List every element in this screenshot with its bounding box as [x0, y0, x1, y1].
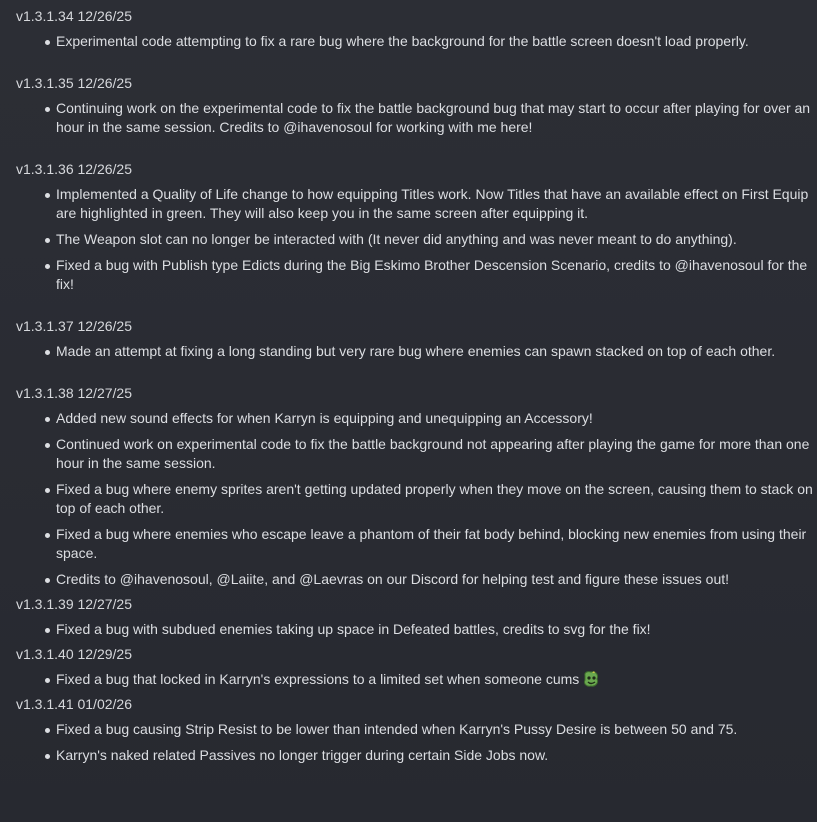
version-section: [16, 317, 817, 361]
list-item: [16, 32, 817, 51]
list-item: [16, 525, 817, 563]
list-item: [16, 746, 817, 765]
list-item: [16, 570, 817, 589]
version-heading: v1.3.1.34 12/26/25: [16, 8, 132, 24]
entry-list: [16, 620, 817, 639]
bullet-icon: [45, 578, 50, 583]
entry-text: Added new sound effects for when Karryn is equipping and unequipping an Accessory!: [56, 410, 593, 426]
bullet-icon: [45, 533, 50, 538]
list-item: [16, 342, 817, 361]
version-section: [16, 695, 817, 765]
version-heading: v1.3.1.35 12/26/25: [16, 75, 132, 91]
entry-text: Fixed a bug with subdued enemies taking up space in Defeated battles, credits to svg for the fix!: [56, 621, 651, 637]
bullet-icon: [45, 628, 50, 633]
entry-text: Made an attempt at fixing a long standing but very rare bug where enemies can spawn stacked on top of each other.: [56, 343, 776, 359]
version-section: [16, 384, 817, 589]
version-heading: v1.3.1.41 01/02/26: [16, 696, 132, 712]
entry-text: Fixed a bug where enemies who escape leave a phantom of their fat body behind, blocking new enemies from using their space.: [56, 526, 807, 561]
entry-text: Fixed a bug with Publish type Edicts during the Big Eskimo Brother Descension Scenario, credits to @ihavenosoul for the fix!: [56, 257, 808, 292]
entry-text: Karryn's naked related Passives no longer trigger during certain Side Jobs now.: [56, 747, 549, 763]
entry-list: [16, 185, 817, 294]
list-item: [16, 230, 817, 249]
bullet-icon: [45, 443, 50, 448]
list-item: [16, 99, 817, 137]
list-item: [16, 256, 817, 294]
entry-list: [16, 670, 817, 689]
bullet-icon: [45, 350, 50, 355]
green-face-emoji-icon: [582, 670, 600, 688]
entry-text: Fixed a bug where enemy sprites aren't getting updated properly when they move on the screen, causing them to stack on top of each other.: [56, 481, 813, 516]
entry-text: Continuing work on the experimental code to fix the battle background bug that may start to occur after playing for over an hour in the same session. Credits to @ihavenosoul for working with me here!: [56, 100, 811, 135]
version-section: [16, 160, 817, 294]
entry-text: Continued work on experimental code to fix the battle background not appearing after playing the game for more than one hour in the same session.: [56, 436, 810, 471]
entry-text: The Weapon slot can no longer be interacted with (It never did anything and was never meant to do anything).: [56, 231, 737, 247]
bullet-icon: [45, 728, 50, 733]
entry-list: [16, 720, 817, 765]
list-item: [16, 720, 817, 739]
list-item: [16, 409, 817, 428]
list-item: [16, 185, 817, 223]
list-item: [16, 435, 817, 473]
list-item: [16, 670, 817, 689]
entry-text: Implemented a Quality of Life change to how equipping Titles work. Now Titles that have an available effect on First Equip are highlighted in green. They will also keep you in the same screen after equipping it.: [56, 186, 809, 221]
list-item: [16, 480, 817, 518]
version-section: [16, 645, 817, 689]
entry-list: [16, 409, 817, 589]
version-heading: v1.3.1.37 12/26/25: [16, 318, 132, 334]
version-section: [16, 74, 817, 137]
entry-text: Experimental code attempting to fix a rare bug where the background for the battle screen doesn't load properly.: [56, 33, 749, 49]
bullet-icon: [45, 488, 50, 493]
bullet-icon: [45, 264, 50, 269]
entry-text: Fixed a bug that locked in Karryn's expressions to a limited set when someone cums: [56, 671, 580, 687]
bullet-icon: [45, 754, 50, 759]
version-heading: v1.3.1.39 12/27/25: [16, 596, 132, 612]
version-section: [16, 7, 817, 51]
version-heading: v1.3.1.40 12/29/25: [16, 646, 132, 662]
entry-list: [16, 32, 817, 51]
entry-text: Fixed a bug causing Strip Resist to be lower than intended when Karryn's Pussy Desire is between 50 and 75.: [56, 721, 738, 737]
version-section: [16, 595, 817, 639]
bullet-icon: [45, 40, 50, 45]
bullet-icon: [45, 238, 50, 243]
bullet-icon: [45, 107, 50, 112]
bullet-icon: [45, 417, 50, 422]
bullet-icon: [45, 678, 50, 683]
entry-list: [16, 99, 817, 137]
bullet-icon: [45, 193, 50, 198]
entry-list: [16, 342, 817, 361]
version-heading: v1.3.1.36 12/26/25: [16, 161, 132, 177]
list-item: [16, 620, 817, 639]
entry-text: Credits to @ihavenosoul, @Laiite, and @Laevras on our Discord for helping test and figure these issues out!: [56, 571, 730, 587]
version-heading: v1.3.1.38 12/27/25: [16, 385, 132, 401]
